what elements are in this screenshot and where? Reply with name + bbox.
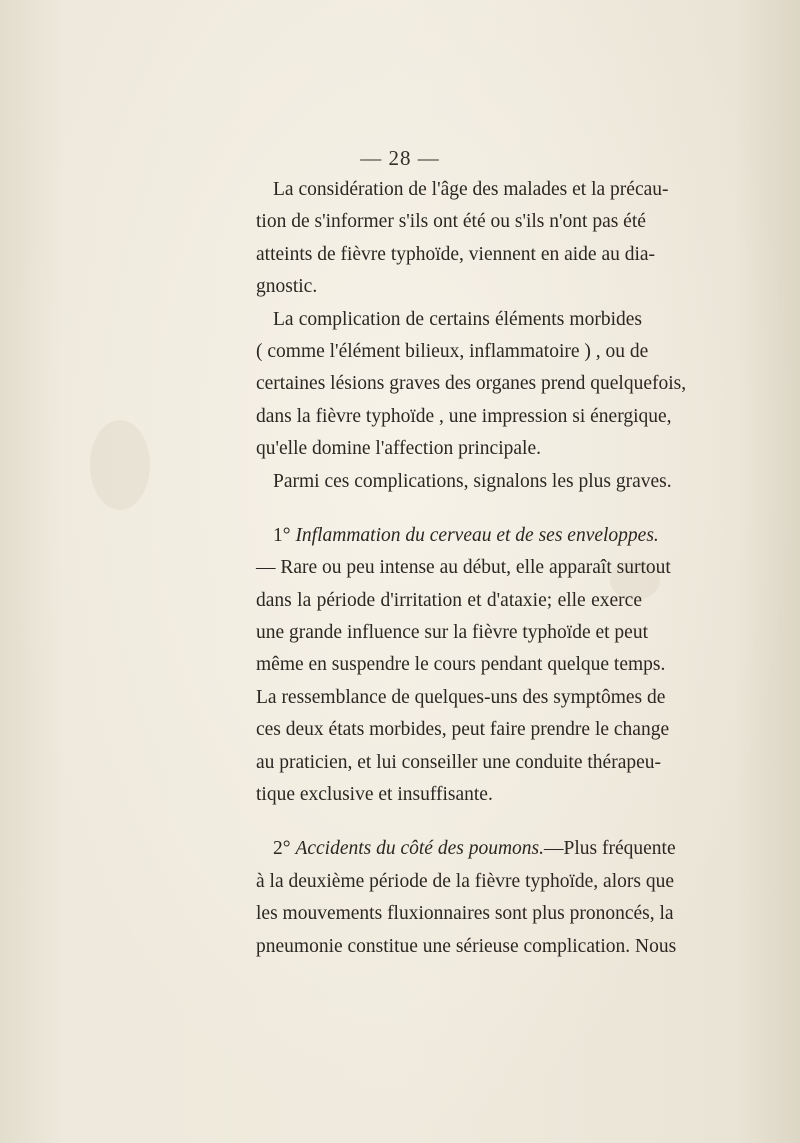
- page-number: — 28 —: [360, 146, 440, 170]
- text-line: les mouvements fluxionnaires sont plus prononcés, la: [256, 903, 674, 925]
- text-line: à la deuxième période de la fièvre typhoïde, alors que: [256, 870, 674, 892]
- section-number: 2°: [273, 838, 296, 860]
- text-line: même en suspendre le cours pendant quelque temps.: [256, 654, 666, 676]
- text-line: La ressemblance de quelques-uns des symptômes de: [256, 686, 666, 708]
- text-line: [256, 833, 676, 865]
- paragraph: [256, 833, 677, 963]
- text-line: certaines lésions graves des organes prend quelquefois,: [256, 373, 687, 395]
- text-line: tion de s'informer s'ils ont été ou s'ils n'ont pas été: [256, 211, 646, 233]
- paragraph: [256, 520, 671, 812]
- paragraph-gap: [256, 498, 642, 520]
- paragraph-gap: [256, 811, 642, 833]
- text-line: ( comme l'élément bilieux, inflammatoire ) , ou de: [256, 340, 649, 362]
- text-line: dans la fièvre typhoïde , une impression si énergique,: [256, 405, 672, 427]
- paragraph: [256, 304, 687, 466]
- text-line: atteints de fièvre typhoïde, viennent en aide au dia-: [256, 243, 656, 265]
- paragraph: [256, 174, 669, 304]
- section-heading: Accidents du côté des poumons.: [295, 838, 545, 860]
- text-line: tique exclusive et insuffisante.: [256, 784, 493, 806]
- body-text: [256, 174, 687, 963]
- text-line: La complication de certains éléments morbides: [273, 308, 642, 330]
- text-line: dans la période d'irritation et d'ataxie; elle exerce: [256, 589, 642, 611]
- text-line: au praticien, et lui conseiller une conduite thérapeu-: [256, 751, 661, 773]
- section-number: 1°: [273, 524, 296, 546]
- paragraph: [256, 466, 672, 498]
- text-line: [256, 520, 659, 552]
- text-line: La considération de l'âge des malades et la précau-: [273, 179, 669, 200]
- line-text: —Plus fréquente: [544, 838, 676, 860]
- text-line: Parmi ces complications, signalons les plus graves.: [273, 470, 672, 492]
- section-heading: Inflammation du cerveau et de ses enveloppes.: [295, 524, 659, 546]
- text-line: ces deux états morbides, peut faire prendre le change: [256, 719, 670, 741]
- text-line: gnostic.: [256, 276, 318, 298]
- text-line: pneumonie constitue une sérieuse complication. Nous: [256, 935, 677, 957]
- paper-stain: [90, 420, 150, 510]
- text-line: — Rare ou peu intense au début, elle apparaît surtout: [256, 557, 671, 579]
- text-line: une grande influence sur la fièvre typhoïde et peut: [256, 622, 649, 644]
- text-line: qu'elle domine l'affection principale.: [256, 438, 541, 460]
